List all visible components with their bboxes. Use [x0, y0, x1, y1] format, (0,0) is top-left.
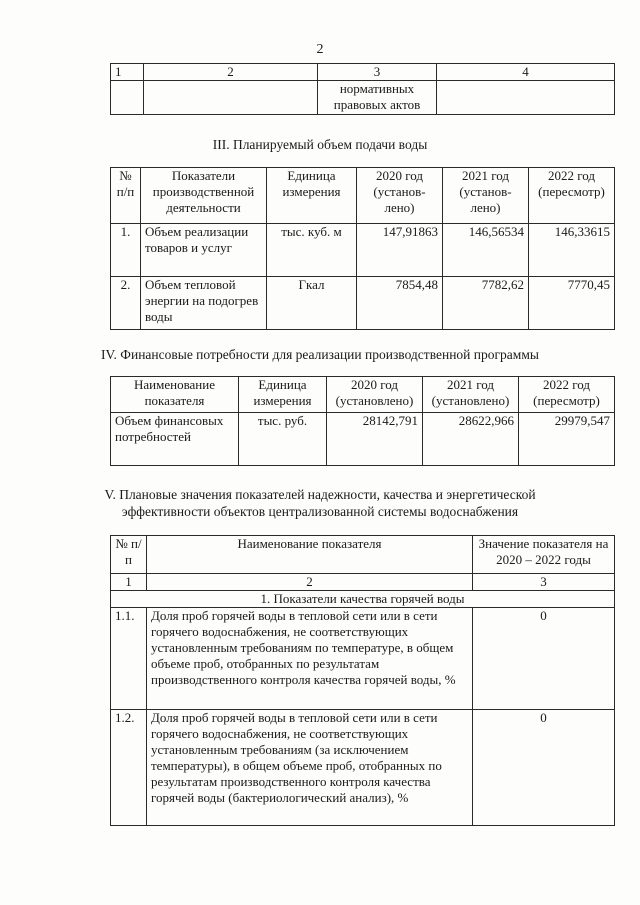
table-cell: Объем реализации товаров и услуг — [141, 224, 267, 277]
table-cell: Доля проб горячей воды в тепловой сети или в сети горячего водоснабжения, не соответствующих установленным требованиям (за исключением температуры), в общем объеме проб, отобранных по результатам производственного контроля качества горячей воды (бактериологический анализ), % — [147, 710, 473, 826]
table-cell — [437, 81, 615, 115]
table-cell: Доля проб горячей воды в тепловой сети или в сети горячего водоснабжения, не соответствующих установленным требованиям по температуре, в общем объеме проб, отобранных по результатам производственного контроля качества горячей воды, % — [147, 608, 473, 710]
table-cell: 28142,791 — [327, 413, 423, 466]
table-row — [111, 608, 615, 710]
section-5-title-line-1: V. Плановые значения показателей надежности, качества и энергетической — [104, 487, 536, 502]
table-cell: 1.1. — [111, 608, 147, 710]
table-cell: 0 — [473, 608, 615, 710]
table-cell: 0 — [473, 710, 615, 826]
table-cell: 1.2. — [111, 710, 147, 826]
header-cell: 2020 год (установлено) — [327, 377, 423, 413]
table-cell: нормативных правовых актов — [318, 81, 437, 115]
water-supply-table — [110, 167, 615, 330]
table-cell: тыс. руб. — [239, 413, 327, 466]
table-cell: 146,56534 — [443, 224, 529, 277]
header-cell: Значение показателя на 2020 – 2022 годы — [473, 536, 615, 574]
section-3-title: III. Планируемый объем подачи воды — [212, 137, 428, 152]
table-cell: 146,33615 — [529, 224, 615, 277]
table-cell: 7854,48 — [357, 277, 443, 330]
header-cell: 2020 год (установ-лено) — [357, 168, 443, 224]
table-row — [111, 64, 615, 81]
table-cell: 2. — [111, 277, 141, 330]
section-5-title-line-2: эффективности объектов централизованной системы водоснабжения — [121, 504, 519, 519]
header-cell: Наименование показателя — [147, 536, 473, 574]
table-row — [111, 224, 615, 277]
table-header-row — [111, 377, 615, 413]
indicators-table — [110, 535, 615, 826]
continuation-table — [110, 63, 615, 115]
header-cell: Показатели производственной деятельности — [141, 168, 267, 224]
header-cell: № п/п — [111, 168, 141, 224]
table-row — [111, 710, 615, 826]
table-cell: 1 — [111, 574, 147, 591]
header-cell: Наименование показателя — [111, 377, 239, 413]
header-cell: Единица измерения — [239, 377, 327, 413]
table-cell: 29979,547 — [519, 413, 615, 466]
table-group-row — [111, 591, 615, 608]
group-cell: 1. Показатели качества горячей воды — [111, 591, 615, 608]
table-cell: 28622,966 — [423, 413, 519, 466]
table-cell: 3 — [318, 64, 437, 81]
table-cell: 1 — [111, 64, 144, 81]
table-cell: Объем финансовых потребностей — [111, 413, 239, 466]
table-cell: 7782,62 — [443, 277, 529, 330]
header-cell: 2022 год (пересмотр) — [529, 168, 615, 224]
table-cell: тыс. куб. м — [267, 224, 357, 277]
table-cell: 7770,45 — [529, 277, 615, 330]
header-cell: 2021 год (установлено) — [423, 377, 519, 413]
table-row — [111, 81, 615, 115]
table-cell — [144, 81, 318, 115]
table-cell: 4 — [437, 64, 615, 81]
table-cell: 2 — [147, 574, 473, 591]
table-row — [111, 277, 615, 330]
header-cell: 2021 год (установ-лено) — [443, 168, 529, 224]
financial-needs-table — [110, 376, 615, 466]
header-cell: № п/п — [111, 536, 147, 574]
header-cell: 2022 год (пересмотр) — [519, 377, 615, 413]
header-cell: Единица измерения — [267, 168, 357, 224]
table-header-row — [111, 536, 615, 574]
table-row — [111, 413, 615, 466]
table-cell: 3 — [473, 574, 615, 591]
section-4-title: IV. Финансовые потребности для реализации производственной программы — [101, 347, 539, 362]
table-row — [111, 574, 615, 591]
table-cell: 1. — [111, 224, 141, 277]
table-cell: Объем тепловой энергии на подогрев воды — [141, 277, 267, 330]
page-number: 2 — [316, 42, 324, 57]
table-cell: 147,91863 — [357, 224, 443, 277]
table-header-row — [111, 168, 615, 224]
table-cell: 2 — [144, 64, 318, 81]
table-cell — [111, 81, 144, 115]
table-cell: Гкал — [267, 277, 357, 330]
